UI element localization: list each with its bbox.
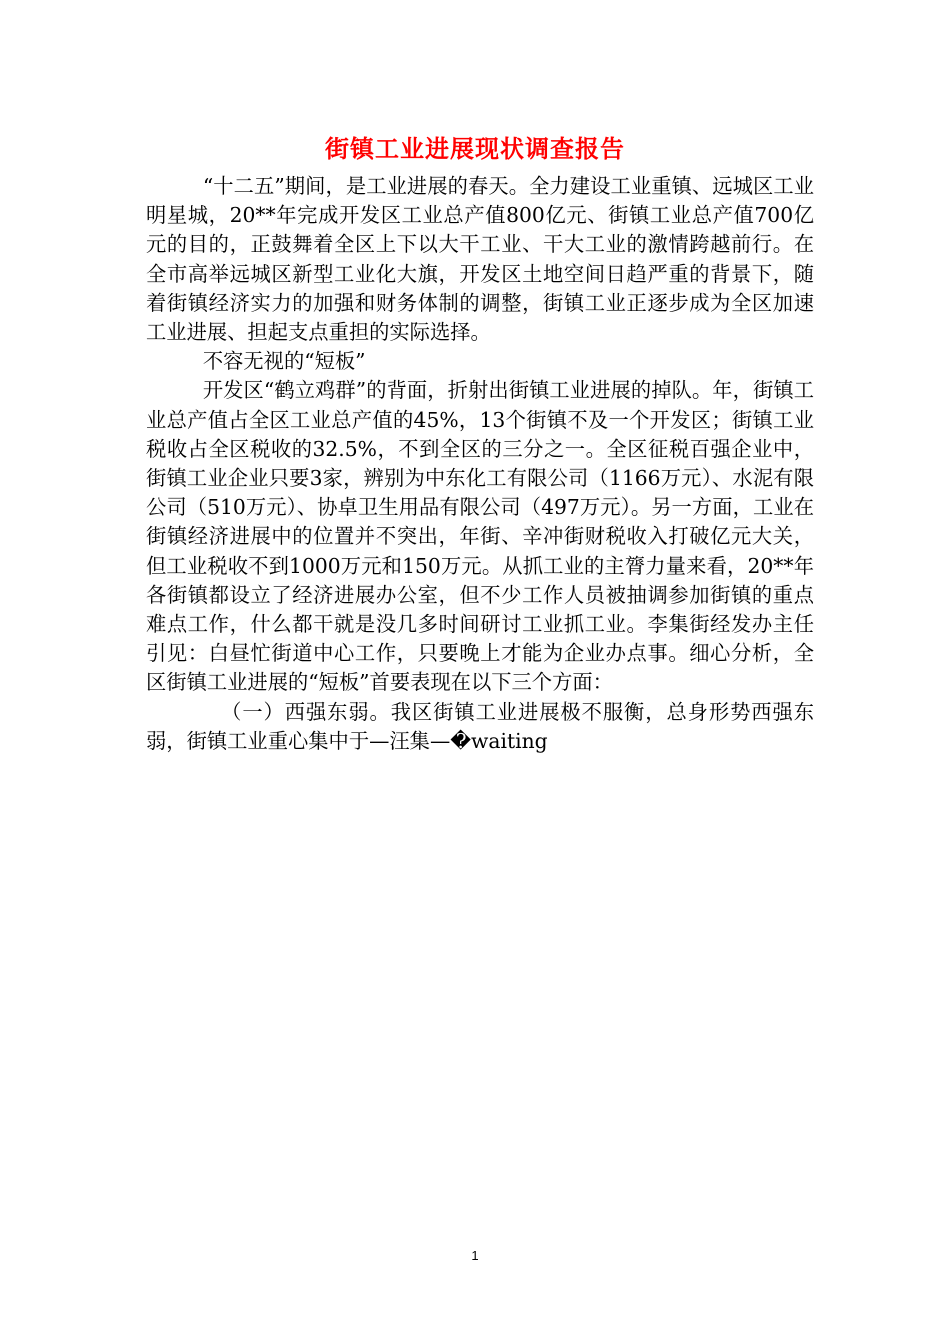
document-title: 街镇工业进展现状调查报告 [325, 135, 625, 163]
paragraph-intro: “十二五”期间，是工业进展的春天。全力建设工业重镇、远城区工业明星城，20**年完成开发区工业总产值800亿元、街镇工业总产值700亿元的目的，正鼓舞着全区上下以大干工业、干大工业的激情跨越前行。在全市高举远城区新型工业化大旗，开发区土地空间日趋严重的背景下，随着街镇经济实力的加强和财务体制的调整，街镇工业正逐步成为全区加速工业进展、担起支点重担的实际选择。 [146, 174, 814, 345]
paragraph-item-1: （一）西强东弱。我区街镇工业进展极不服衡，总身形势西强东弱，街镇工业重心集中于—汪集—�waiting [146, 699, 814, 753]
section-heading: 不容无视的“短板” [202, 349, 366, 374]
document-body [146, 172, 814, 756]
page-number: 1 [471, 1248, 479, 1263]
paragraph-shortboard: 开发区“鹤立鸡群”的背面，折射出街镇工业进展的掉队。年，街镇工业总产值占全区工业总产值的45%，13个街镇不及一个开发区；街镇工业税收占全区税收的32.5%，不到全区的三分之一。全区征税百强企业中，街镇工业企业只要3家，辨别为中东化工有限公司（1166万元）、水泥有限公司（510万元）、协卓卫生用品有限公司（497万元）。另一方面，工业在街镇经济进展中的位置并不突出，年街、辛冲街财税收入打破亿元大关，但工业税收不到1000万元和150万元。从抓工业的主膂力量来看，20**年各街镇都设立了经济进展办公室，但不少工作人员被抽调参加街镇的重点难点工作，什么都干就是没几多时间研讨工业抓工业。李集街经发办主任引见：白昼忙街道中心工作，只要晚上才能为企业办点事。细心分析，全区街镇工业进展的“短板”首要表现在以下三个方面： [146, 378, 814, 695]
